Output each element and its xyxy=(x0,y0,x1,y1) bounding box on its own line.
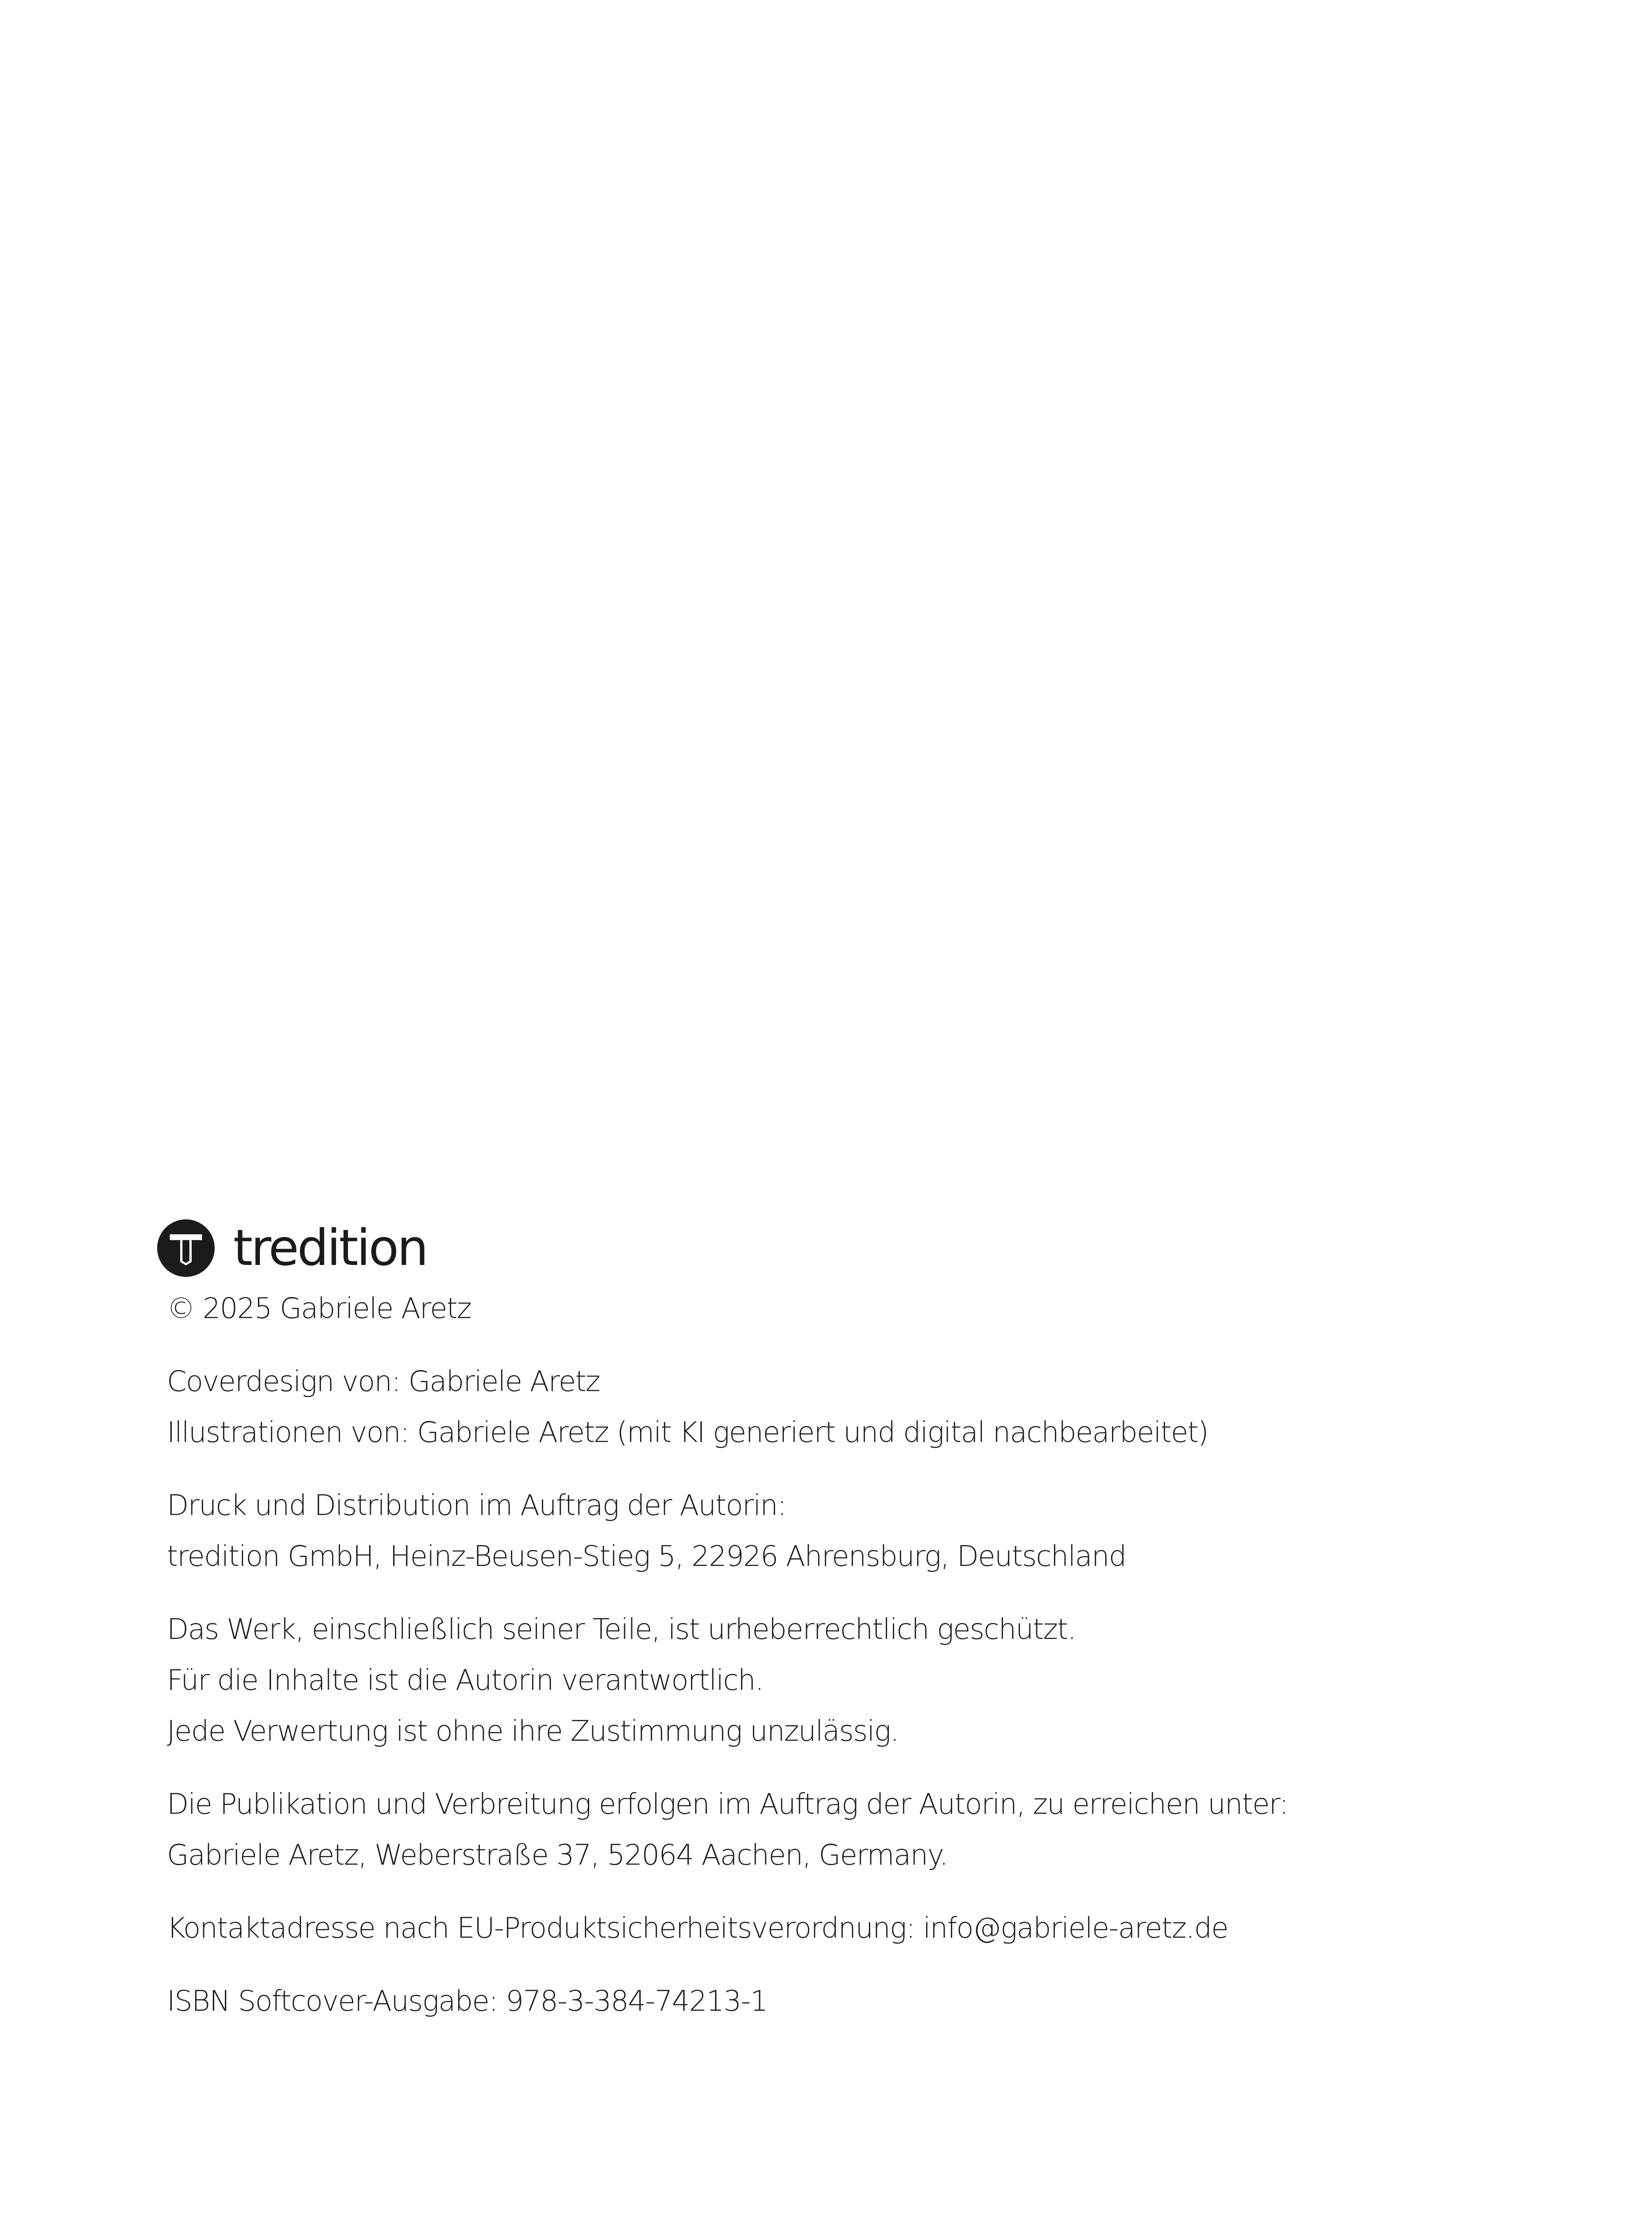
rights-line: Für die Inhalte ist die Autorin verantwortlich. xyxy=(167,1664,764,1697)
publisher-logo xyxy=(157,1217,1529,1279)
contact-line: Kontaktadresse nach EU-Produktsicherheitsverordnung: info@gabriele-aretz.de xyxy=(167,1912,1228,1945)
author-address: Gabriele Aretz, Weberstraße 37, 52064 Aachen, Germany. xyxy=(167,1839,948,1872)
copyright-line: © 2025 Gabriele Aretz xyxy=(167,1292,471,1325)
contact-block xyxy=(157,1903,1529,1954)
imprint-block xyxy=(157,1217,1529,2027)
rights-line: Das Werk, einschließlich seiner Teile, ist urheberrechtlich geschützt. xyxy=(167,1613,1076,1646)
isbn-line: ISBN Softcover-Ausgabe: 978-3-384-74213-1 xyxy=(167,1985,768,2018)
distribution-note: Druck und Distribution im Auftrag der Autorin: xyxy=(167,1489,786,1522)
distribution-block xyxy=(157,1480,1529,1582)
illustration-credit: Illustrationen von: Gabriele Aretz (mit KI generiert und digital nachbearbeitet) xyxy=(167,1416,1208,1449)
publication-block xyxy=(157,1779,1529,1881)
isbn-block xyxy=(157,1976,1529,2027)
cover-design-credit: Coverdesign von: Gabriele Aretz xyxy=(167,1365,600,1398)
publication-note: Die Publikation und Verbreitung erfolgen im Auftrag der Autorin, zu erreichen unter: xyxy=(167,1788,1288,1821)
credits-block xyxy=(157,1357,1529,1458)
publisher-wordmark: tredition xyxy=(233,1219,427,1277)
tredition-t-logo-icon xyxy=(157,1219,215,1277)
distributor-address: tredition GmbH, Heinz-Beusen-Stieg 5, 22926 Ahrensburg, Deutschland xyxy=(167,1540,1126,1573)
rights-line: Jede Verwertung ist ohne ihre Zustimmung unzulässig. xyxy=(167,1715,899,1748)
rights-block xyxy=(157,1604,1529,1757)
